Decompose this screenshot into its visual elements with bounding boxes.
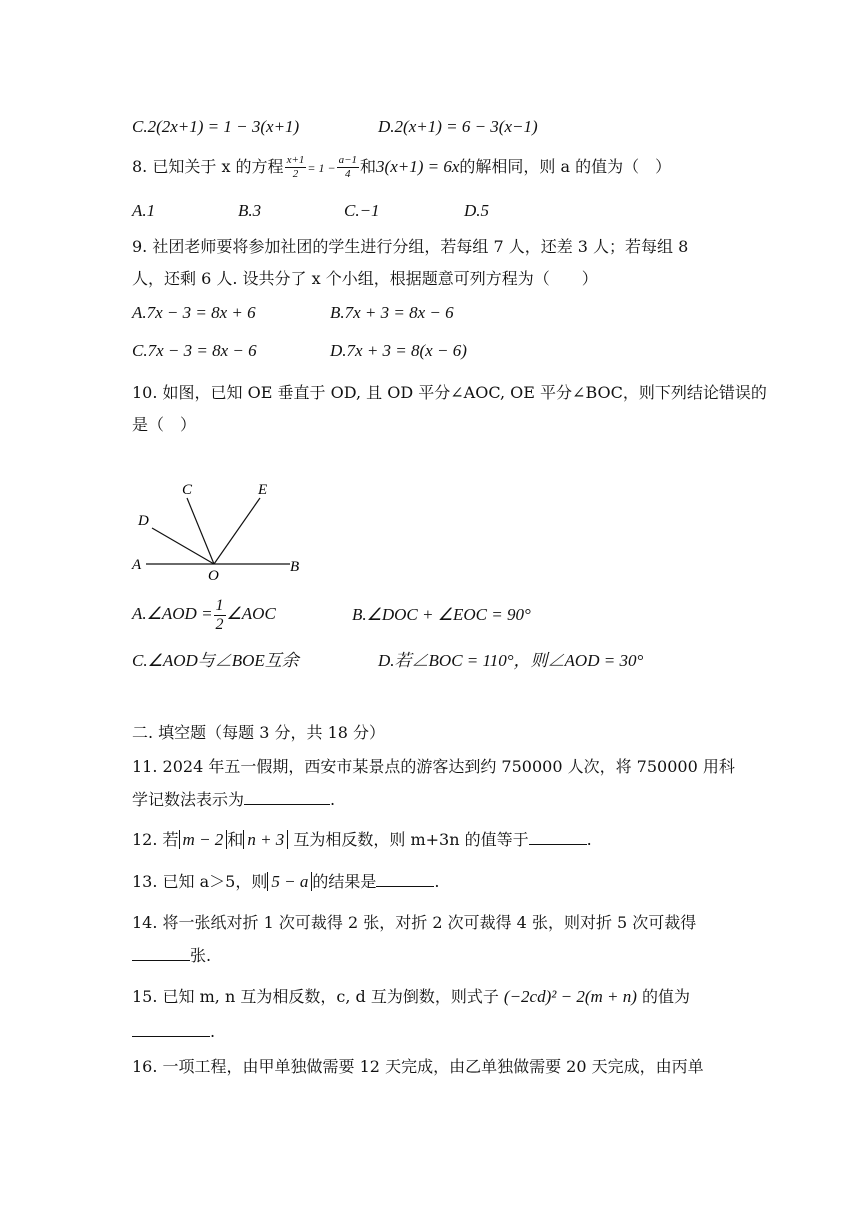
- q8-option-b: B.3: [238, 201, 262, 220]
- q13-answer-blank[interactable]: [376, 870, 434, 887]
- q10-option-b: B.∠DOC + ∠EOC = 90°: [352, 605, 531, 624]
- q9-option-d: D.7x + 3 = 8(x − 6): [330, 341, 467, 360]
- q8-stem: 8. 已知关于 x 的方程 $\frac{x+1}{2}$ = 1 − $\frac{a-1}{4}$ 和3(x+1) = 6x的解相同，则 a 的值为（ ）: [132, 154, 672, 180]
- q9-option-a: A.7x − 3 = 8x + 6: [132, 303, 256, 322]
- label-o: O: [208, 568, 219, 584]
- q9-stem-line2: 人，还剩 6 人. 设共分了 x 个小组，根据题意可列方程为（ ）: [132, 269, 598, 288]
- label-c: C: [182, 482, 193, 498]
- q9-stem-line1: 9. 社团老师要将参加社团的学生进行分组，若每组 7 人，还差 3 人；若每组 8: [132, 237, 689, 256]
- q10-stem-line1: 10. 如图，已知 OE 垂直于 OD, 且 OD 平分∠AOC, OE 平分∠BOC，则下列结论错误的: [132, 383, 767, 402]
- q10-option-d: D.若∠BOC = 110°，则∠AOD = 30°: [378, 651, 644, 670]
- q14-answer-blank[interactable]: [132, 944, 190, 961]
- q14-stem-line1: 14. 将一张纸对折 1 次可裁得 2 张，对折 2 次可裁得 4 张，则对折 5 次可裁得: [132, 913, 697, 932]
- label-e: E: [258, 482, 268, 498]
- q16-stem-line1: 16. 一项工程，由甲单独做需要 12 天完成，由乙单独做需要 20 天完成，由丙单: [132, 1057, 704, 1076]
- q7-option-d: D.2(x+1) = 6 − 3(x−1): [378, 117, 538, 136]
- q12-stem: 12. 若 m − 2 和 n + 3 互为相反数，则 m+3n 的值等于 .: [132, 830, 592, 849]
- q15-stem-line1: 15. 已知 m, n 互为相反数，c, d 互为倒数，则式子 (−2cd)² − 2(m + n) 的值为: [132, 987, 691, 1006]
- label-a: A: [132, 557, 142, 573]
- q7-option-c: C.2(2x+1) = 1 − 3(x+1): [132, 117, 300, 136]
- q14-stem-line2: 张.: [132, 944, 211, 967]
- q13-stem: 13. 已知 a＞5，则 5 − a 的结果是 .: [132, 872, 440, 891]
- q9-option-b: B.7x + 3 = 8x − 6: [330, 303, 454, 322]
- q10-option-c: C.∠AOD与∠BOE互余: [132, 651, 299, 670]
- section-2-title: 二. 填空题（每题 3 分，共 18 分）: [132, 723, 386, 742]
- label-d: D: [138, 513, 149, 529]
- q8-option-a: A.1: [132, 201, 156, 220]
- q11-stem-line1: 11. 2024 年五一假期，西安市某景点的游客达到约 750000 人次，将 750000 用科: [132, 757, 735, 776]
- ray-oc: [187, 498, 214, 564]
- ray-oe: [214, 498, 260, 564]
- q11-answer-blank[interactable]: [244, 788, 330, 805]
- angle-figure: [130, 478, 310, 588]
- q9-option-c: C.7x − 3 = 8x − 6: [132, 341, 257, 360]
- q10-option-a: A.∠AOD = $\frac{1}{2}$ ∠AOC: [132, 596, 276, 633]
- label-b: B: [290, 559, 300, 575]
- q12-answer-blank[interactable]: [529, 828, 587, 845]
- q15-stem-line2: .: [132, 1020, 215, 1043]
- q8-option-c: C.−1: [344, 201, 380, 220]
- q15-answer-blank[interactable]: [132, 1020, 210, 1037]
- ray-od: [152, 528, 214, 564]
- q10-stem-line2: 是（ ）: [132, 415, 197, 434]
- q11-stem-line2: 学记数法表示为 .: [132, 790, 336, 809]
- q8-option-d: D.5: [464, 201, 490, 220]
